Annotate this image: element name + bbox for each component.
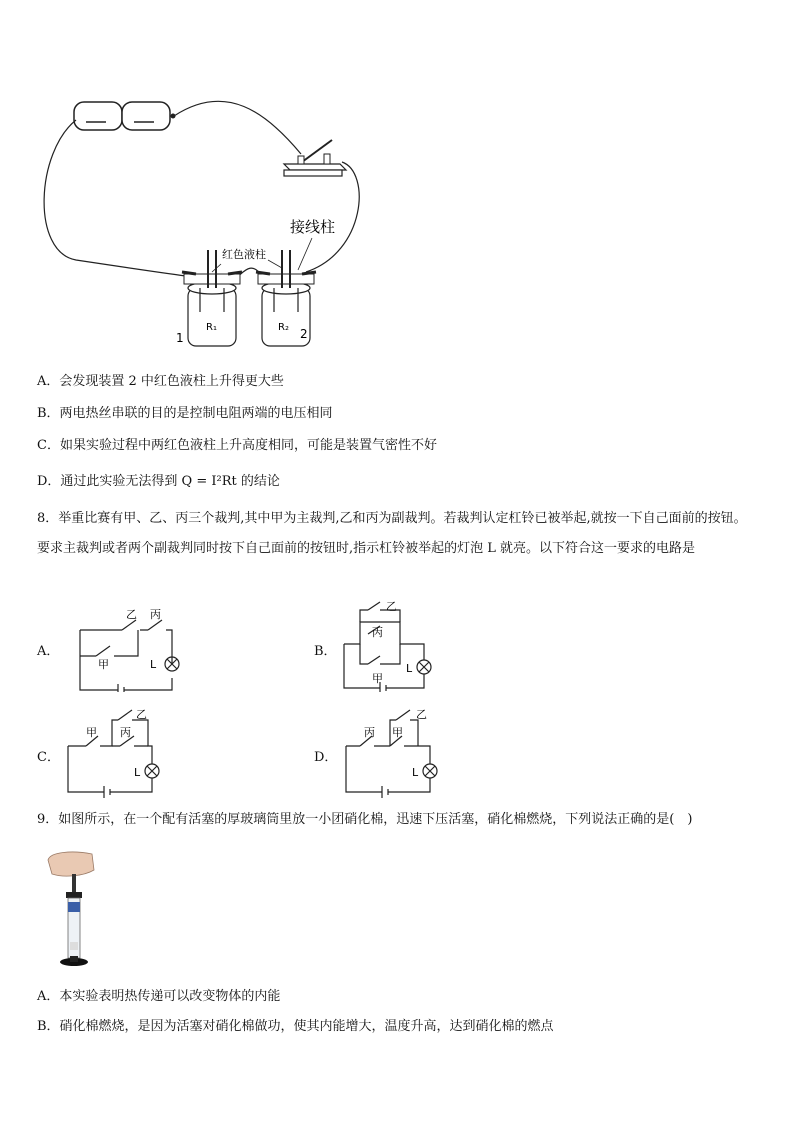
q7-option-b: B．两电热丝串联的目的是控制电阻两端的电压相同 [37,406,333,421]
circuit-c-lamp: L [134,766,141,779]
circuit-b [340,600,444,692]
circuit-a-jia: 甲 [98,658,109,671]
q9-option-a: A．本实验表明热传递可以改变物体的内能 [37,989,281,1004]
q8-question: 8．举重比赛有甲、乙、丙三个裁判,其中甲为主裁判,乙和丙为副裁判。若裁判认定杠铃已被举起,就按一下自己面前的按钮。要求主裁判或者两个副裁判同时按下自己面前的按钮时,指示杠铃被举起的灯泡 L 就亮。以下符合这一要求的电路是 [37,511,747,556]
jar-1-number: 1 [176,331,184,345]
circuit-d-bing: 丙 [364,726,375,739]
r1-label: R₁ [206,322,217,333]
circuit-c [64,706,168,798]
jar-2-number: 2 [300,327,308,341]
circuit-a-yi: 乙 [126,608,137,621]
circuit-d-yi: 乙 [416,708,427,721]
q8-option-b-label: B． [314,644,337,659]
q9-question: 9．如图所示，在一个配有活塞的厚玻璃筒里放一小团硝化棉，迅速下压活塞，硝化棉燃烧，下列说法正确的是( ) [37,812,693,827]
circuit-b-yi: 乙 [386,600,397,613]
circuit-a [78,606,188,692]
circuit-d-jia: 甲 [392,726,403,739]
battery-2 [122,102,176,130]
piston-cylinder-image [44,850,104,972]
terminal-label: 接线柱 [290,218,336,236]
circuit-d [342,706,442,798]
circuit-a-bing: 丙 [150,608,161,621]
q8-option-c-label: C． [37,750,60,765]
q7-option-c: C．如果实验过程中两红色液柱上升高度相同，可能是装置气密性不好 [37,438,437,453]
q7-option-d: D．通过此实验无法得到 Q = I²Rt 的结论 [37,474,280,489]
q7-option-a: A．会发现装置 2 中红色液柱上升得更大些 [37,374,284,389]
circuit-b-bing: 丙 [372,626,383,639]
circuit-a-lamp: L [150,658,157,671]
battery-1 [74,102,122,130]
circuit-d-lamp: L [412,766,419,779]
circuit-b-jia: 甲 [372,672,383,685]
q8-option-a-label: A． [37,644,60,659]
heating-experiment-figure [36,92,366,354]
q9-option-b: B．硝化棉燃烧，是因为活塞对硝化棉做功，使其内能增大，温度升高，达到硝化棉的燃点 [37,1019,554,1034]
circuit-b-lamp: L [406,662,413,675]
circuit-c-yi: 乙 [136,708,147,721]
red-column-label: 红色液柱 [222,248,266,261]
circuit-c-bing: 丙 [120,726,131,739]
q8-option-d-label: D． [314,750,338,765]
circuit-c-jia: 甲 [86,726,97,739]
r2-label: R₂ [278,322,289,333]
